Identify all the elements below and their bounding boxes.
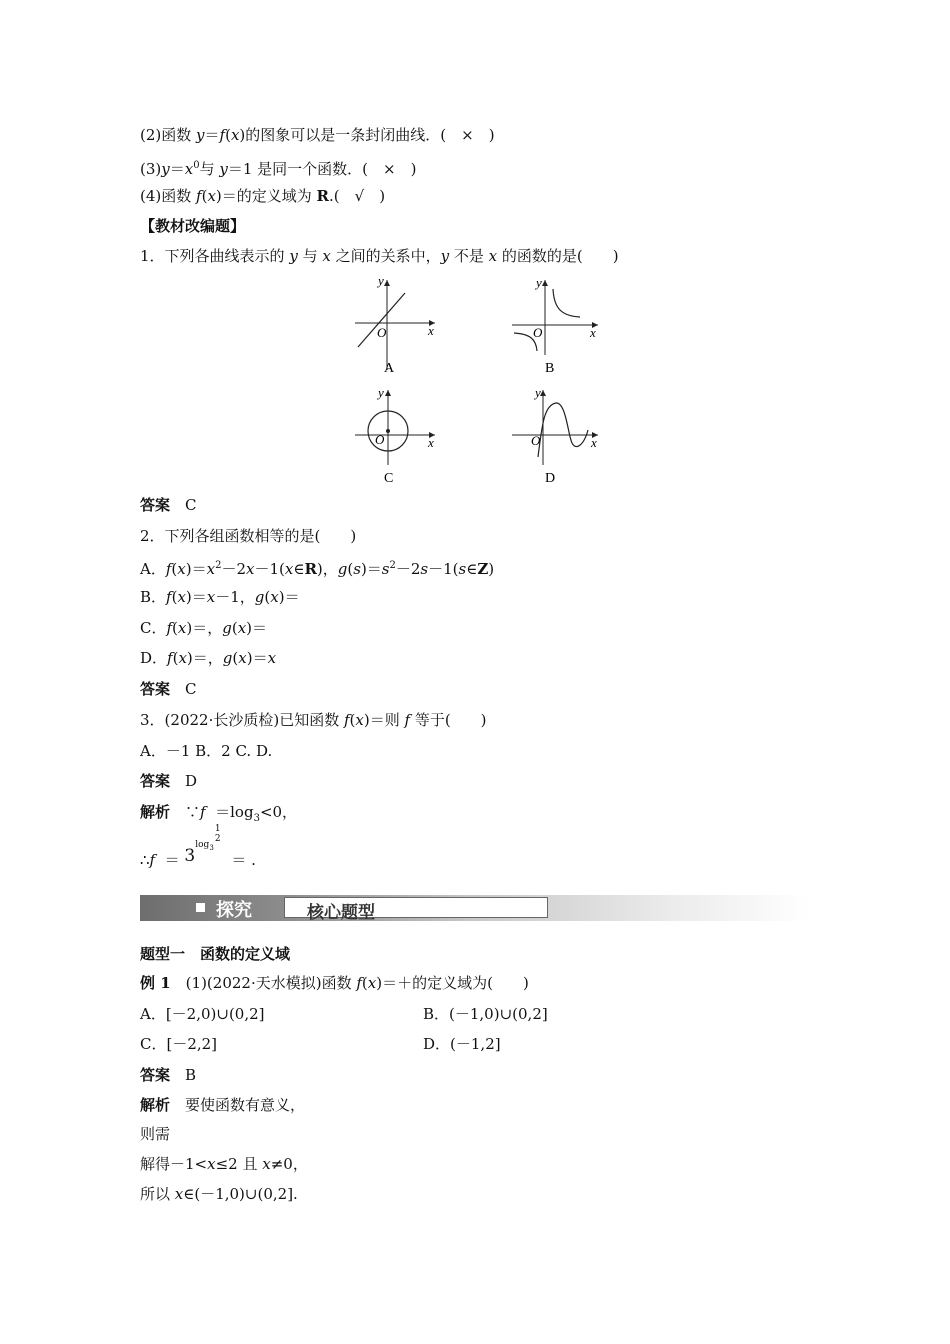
answer-ex1: [140, 1065, 196, 1085]
var: x: [238, 649, 247, 667]
answer-2: [140, 679, 197, 699]
var: x: [262, 1155, 271, 1173]
text: (1)(2022·天水模拟)函数: [170, 974, 357, 992]
var: y: [219, 160, 228, 178]
text: 不是: [449, 247, 489, 265]
answer-value: C: [170, 496, 197, 514]
var: g: [337, 560, 348, 578]
judgement-4: [140, 186, 385, 206]
var: s: [381, 560, 390, 578]
var: f: [356, 974, 362, 992]
text: )＝: [360, 560, 382, 578]
text: (: [201, 187, 208, 205]
text: ∴: [140, 851, 150, 869]
text: －2: [221, 560, 246, 578]
text: (4)函数: [140, 187, 197, 205]
graph-b: [510, 275, 605, 375]
section-banner: [140, 895, 810, 921]
square-icon: [196, 903, 205, 912]
answer-value: C: [170, 680, 197, 698]
var: f: [167, 649, 173, 667]
var: x: [207, 187, 216, 205]
solution-3-line2: [140, 824, 256, 873]
text: )＝＋的定义域为( ): [376, 974, 529, 992]
exponent: 2: [215, 560, 222, 571]
q3-options: A．－1 B．2 C. D.: [140, 742, 273, 760]
text: (: [232, 649, 239, 667]
text: C．: [140, 619, 167, 637]
text: )＝: [185, 560, 207, 578]
origin-label: O: [531, 433, 541, 448]
figure-label: D: [545, 471, 556, 485]
text: A．: [140, 560, 166, 578]
example-1: [140, 973, 529, 993]
text: ∈(－1,0)∪(0,2].: [183, 1185, 298, 1203]
figure-d: [510, 385, 605, 489]
var: x: [367, 974, 377, 992]
text: 等于( ): [410, 711, 487, 729]
text: －1(: [428, 560, 459, 578]
text: ＝1 是同一个函数．( × ): [227, 160, 417, 178]
answer-value: D: [170, 772, 198, 790]
var: g: [254, 588, 265, 606]
text: (: [347, 560, 354, 578]
log-base: 3: [253, 813, 260, 824]
origin-label: O: [533, 325, 543, 340]
origin-label: O: [377, 325, 387, 340]
text: .( √ ): [329, 187, 386, 205]
q2-option-c: [140, 618, 267, 638]
var: x: [177, 619, 187, 637]
var: y: [196, 126, 205, 144]
text: )＝则: [363, 711, 405, 729]
ex1-option-a: A．[－2,0)∪(0,2]: [140, 1005, 265, 1023]
text: ∈: [466, 560, 478, 578]
question-1: [140, 246, 619, 266]
answer-label: 答案: [140, 496, 171, 514]
type-title: 题型一 函数的定义域: [140, 945, 291, 963]
figure-c: [350, 385, 440, 489]
q2-option-b: [140, 587, 300, 607]
judgement-3: [140, 156, 416, 179]
set-R: R: [304, 560, 317, 578]
text: ≤2 且: [215, 1155, 263, 1173]
var: x: [237, 619, 247, 637]
figure-label: B: [545, 361, 555, 375]
var: f: [165, 560, 172, 578]
text: (: [349, 711, 356, 729]
frac-num: 1: [214, 824, 221, 834]
text: D．: [140, 649, 168, 667]
frac-den: 2: [214, 834, 221, 844]
var: x: [206, 560, 216, 578]
answer-3: [140, 771, 197, 791]
solution-ex1-line2: 则需: [140, 1125, 171, 1143]
text: (2)函数: [140, 126, 197, 144]
question-3: [140, 710, 487, 730]
text: (: [172, 649, 179, 667]
var: g: [222, 619, 232, 637]
text: (: [264, 588, 271, 606]
solution-ex1-line1: [140, 1095, 305, 1115]
exponent: 2: [389, 560, 396, 571]
var: x: [207, 1155, 216, 1173]
text: ＝: [204, 126, 220, 144]
solution-ex1-line3: [140, 1154, 308, 1174]
var: x: [267, 649, 277, 667]
var: f: [343, 711, 350, 729]
var: y: [440, 247, 450, 265]
var: x: [178, 649, 187, 667]
exp-log: log: [195, 840, 210, 850]
x-axis-label: x: [428, 435, 434, 450]
text: )＝，: [186, 649, 223, 667]
answer-label: 答案: [140, 680, 171, 698]
text: 与: [199, 160, 220, 178]
var: f: [149, 851, 156, 869]
text: )＝的定义域为: [215, 187, 317, 205]
text: 要使函数有意义，: [170, 1096, 306, 1114]
var: s: [353, 560, 361, 578]
answer-1: [140, 495, 197, 515]
origin-label: O: [375, 432, 385, 447]
var: x: [177, 560, 186, 578]
answer-value: B: [170, 1066, 197, 1084]
ex1-option-d: D．(－1,2]: [423, 1035, 501, 1053]
graph-a: [350, 275, 440, 375]
curve-upper: [553, 289, 580, 317]
judgement-2: [140, 125, 495, 145]
y-axis-label: y: [535, 385, 541, 400]
text: ≠0，: [270, 1155, 308, 1173]
var: s: [420, 560, 429, 578]
text: )＝: [246, 649, 268, 667]
var: s: [458, 560, 467, 578]
text: 1．下列各曲线表示的: [140, 247, 290, 265]
text: (: [171, 588, 178, 606]
text: <0，: [259, 803, 298, 821]
solution-label: 解析: [140, 803, 171, 821]
var: x: [174, 1185, 184, 1203]
text: )＝，: [186, 619, 223, 637]
y-axis-label: y: [536, 275, 542, 290]
figure-a: [350, 275, 440, 379]
var: x: [284, 560, 294, 578]
text: )的图象可以是一条封闭曲线．( × ): [239, 126, 495, 144]
ex1-option-b: B．(－1,0)∪(0,2]: [423, 1005, 548, 1023]
section-title: 【教材改编题】: [140, 217, 246, 235]
text: ＝: [169, 160, 185, 178]
var: x: [355, 711, 364, 729]
y-axis-label: y: [378, 275, 384, 288]
text: ∈: [293, 560, 305, 578]
y-axis-label: y: [378, 385, 384, 400]
text: 之间的关系中，: [330, 247, 441, 265]
text: 的函数的是( ): [497, 247, 619, 265]
banner-left-text: 探究: [216, 900, 252, 921]
text: )，: [316, 560, 338, 578]
banner-right-text: 核心题型: [307, 903, 375, 923]
set-R: R: [316, 187, 330, 205]
text: (3): [140, 160, 162, 178]
text: ＝: [155, 851, 185, 869]
text: －2: [395, 560, 421, 578]
graph-c: [350, 385, 440, 485]
var: x: [322, 247, 331, 265]
var: x: [177, 588, 186, 606]
x-axis-label: x: [428, 323, 434, 338]
text: －1(: [254, 560, 285, 578]
q2-option-d: [140, 648, 276, 668]
exp-log-base: 3: [209, 844, 214, 852]
graph-d: [510, 385, 605, 485]
var: x: [245, 560, 255, 578]
text: ∵: [170, 803, 201, 821]
example-label: 例 1: [140, 974, 171, 992]
figure-b: [510, 275, 605, 379]
var: f: [404, 711, 411, 729]
power-base: 3: [184, 846, 196, 866]
exponent: 0: [193, 160, 200, 171]
text: B．: [140, 588, 167, 606]
answer-label: 答案: [140, 1066, 171, 1084]
answer-label: 答案: [140, 772, 171, 790]
text: )＝: [246, 619, 268, 637]
x-axis-label: x: [591, 435, 597, 450]
solution-label: 解析: [140, 1096, 171, 1114]
text: (: [172, 619, 178, 637]
banner-box: [284, 897, 548, 923]
text: )＝: [185, 588, 207, 606]
var: f: [166, 588, 172, 606]
text: (: [171, 560, 178, 578]
text: 与: [297, 247, 323, 265]
var: y: [161, 160, 170, 178]
text: (: [225, 126, 231, 144]
exp-fraction: [214, 824, 222, 850]
set-Z: Z: [477, 560, 489, 578]
var: f: [166, 619, 173, 637]
var: f: [200, 803, 206, 821]
text: 解得－1<: [140, 1155, 208, 1173]
figure-label: C: [384, 471, 394, 485]
text: ＝ .: [221, 851, 256, 869]
ex1-option-c: C．[－2,2]: [140, 1035, 218, 1053]
text: ＝log: [205, 803, 254, 821]
var: y: [289, 247, 298, 265]
var: x: [184, 160, 194, 178]
var: x: [488, 247, 498, 265]
q2-option-a: [140, 556, 494, 579]
solution-ex1-line4: [140, 1184, 298, 1204]
figure-label: A: [384, 361, 395, 375]
curve-wave: [538, 403, 588, 457]
var: x: [230, 126, 240, 144]
text: (: [361, 974, 368, 992]
var: x: [206, 588, 216, 606]
question-2: 2．下列各组函数相等的是( ): [140, 527, 357, 545]
text: －1，: [215, 588, 255, 606]
var: f: [196, 187, 202, 205]
text: 3．(2022·长沙质检)已知函数: [140, 711, 344, 729]
x-axis-label: x: [590, 325, 596, 340]
text: 所以: [140, 1185, 175, 1203]
text: )＝: [278, 588, 300, 606]
text: ): [488, 560, 495, 578]
var: x: [270, 588, 279, 606]
var: g: [222, 649, 233, 667]
var: f: [219, 126, 226, 144]
text: (: [231, 619, 238, 637]
